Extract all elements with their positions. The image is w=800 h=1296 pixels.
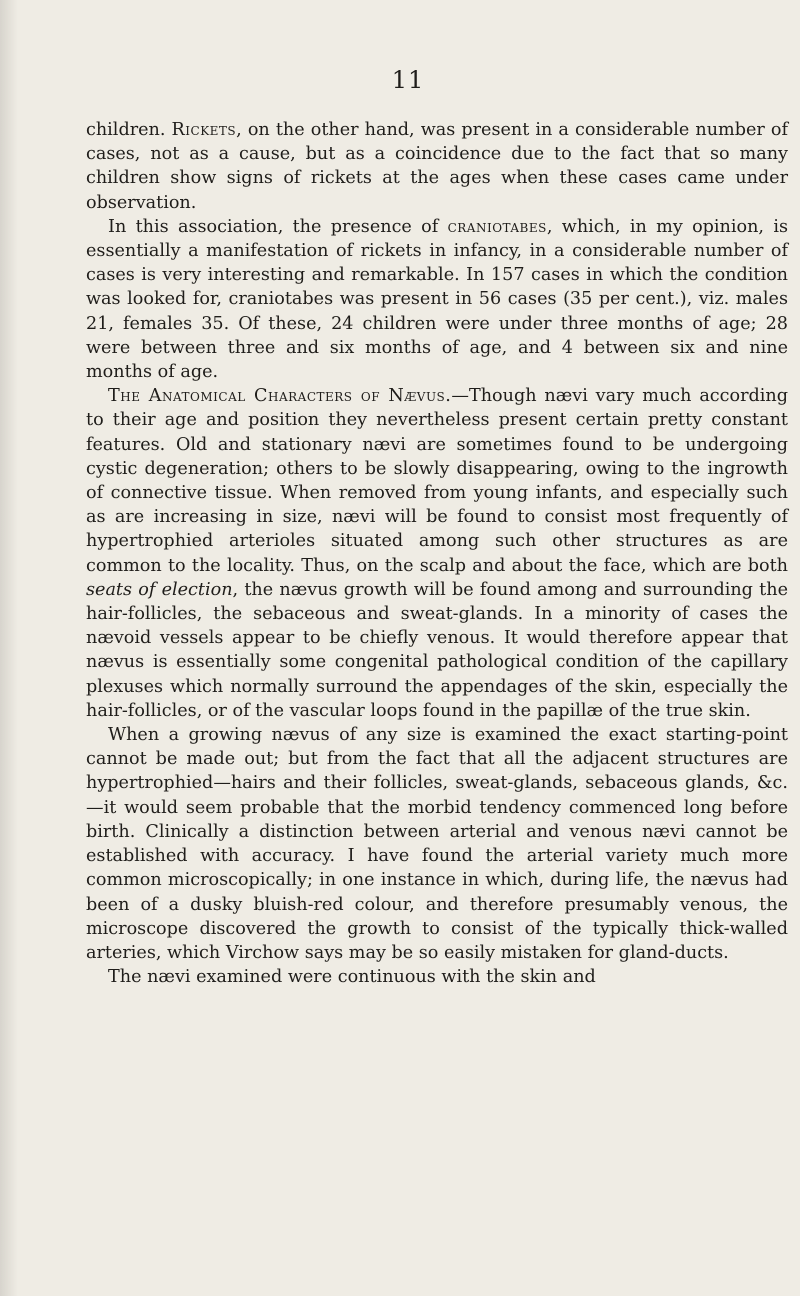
text-run: —Though nævi vary much according to their age and position they nevertheless present certain pretty constant features. Old and stationary nævi are sometimes found to be undergoing cystic degeneration; others to be slowly disappearing, owing to the ingrowth of connective tissue. When removed from young infants, and especially such as are increasing in size, nævi will be found to consist most frequently of hypertrophied arterioles situated among such other structures as are common to the locality. Thus, on the scalp and about the face, which are both xyxy=(86,386,788,576)
term-craniotabes: craniotabes xyxy=(447,216,547,237)
emphasis-seats-of-election: seats of election xyxy=(86,579,233,600)
text-run: , which, in my opinion, is essentially a manifestation of rickets in infancy, in a considerable number of cases is very interesting and remarkable. In 157 cases in which the condition was looked for, craniotabes was present in 56 cases (35 per cent.), viz. males 21, females 35. Of these, 24 children were under three months of age; 28 were between three and six months of age, and 4 between six and nine months of age. xyxy=(86,216,788,383)
paragraph-anatomical-characters xyxy=(86,384,788,723)
text-run: In this association, the presence of xyxy=(108,216,448,237)
page-gutter-shadow xyxy=(0,0,18,1296)
paragraph-naevi-examined xyxy=(86,965,788,989)
body-text xyxy=(86,118,788,989)
text-run: children. xyxy=(86,120,172,140)
term-rickets: Rickets xyxy=(171,120,237,140)
text-run: The nævi examined were continuous with the skin and xyxy=(108,967,596,988)
section-heading: The Anatomical Characters of Nævus. xyxy=(108,386,452,407)
paragraph-growing-naevus xyxy=(86,723,788,965)
paragraph-craniotabes xyxy=(86,215,788,384)
text-run: When a growing nævus of any size is examined the exact starting-point cannot be made out; but from the fact that all the adjacent structures are hypertrophied—hairs and their follicles, sweat-glands, sebaceous glands, &c.—it would seem probable that the morbid tendency commenced long before birth. Clinically a distinction between arterial and venous nævi cannot be established with accuracy. I have found the arterial variety much more common microscopically; in one instance in which, during life, the nævus had been of a dusky bluish-red colour, and therefore presumably venous, the microscope discovered the growth to consist of the typically thick-walled arteries, which Virchow says may be so easily mistaken for gland-ducts. xyxy=(86,725,788,963)
text-run: , the nævus growth will be found among and surrounding the hair-follicles, the sebaceous and sweat-glands. In a minority of cases the nævoid vessels appear to be chiefly venous. It would therefore appear that nævus is essentially some congenital pathological condition of the capillary plexuses which normally surround the appendages of the skin, especially the hair-follicles, or of the vascular loops found in the papillæ of the true skin. xyxy=(86,579,788,721)
text-run: , on the other hand, was present in a considerable number of cases, not as a cause, but as a coincidence due to the fact that so many children show signs of rickets at the ages when these cases came under observation. xyxy=(86,120,788,213)
paragraph-rickets xyxy=(86,118,788,215)
page-number: 11 xyxy=(391,66,425,94)
